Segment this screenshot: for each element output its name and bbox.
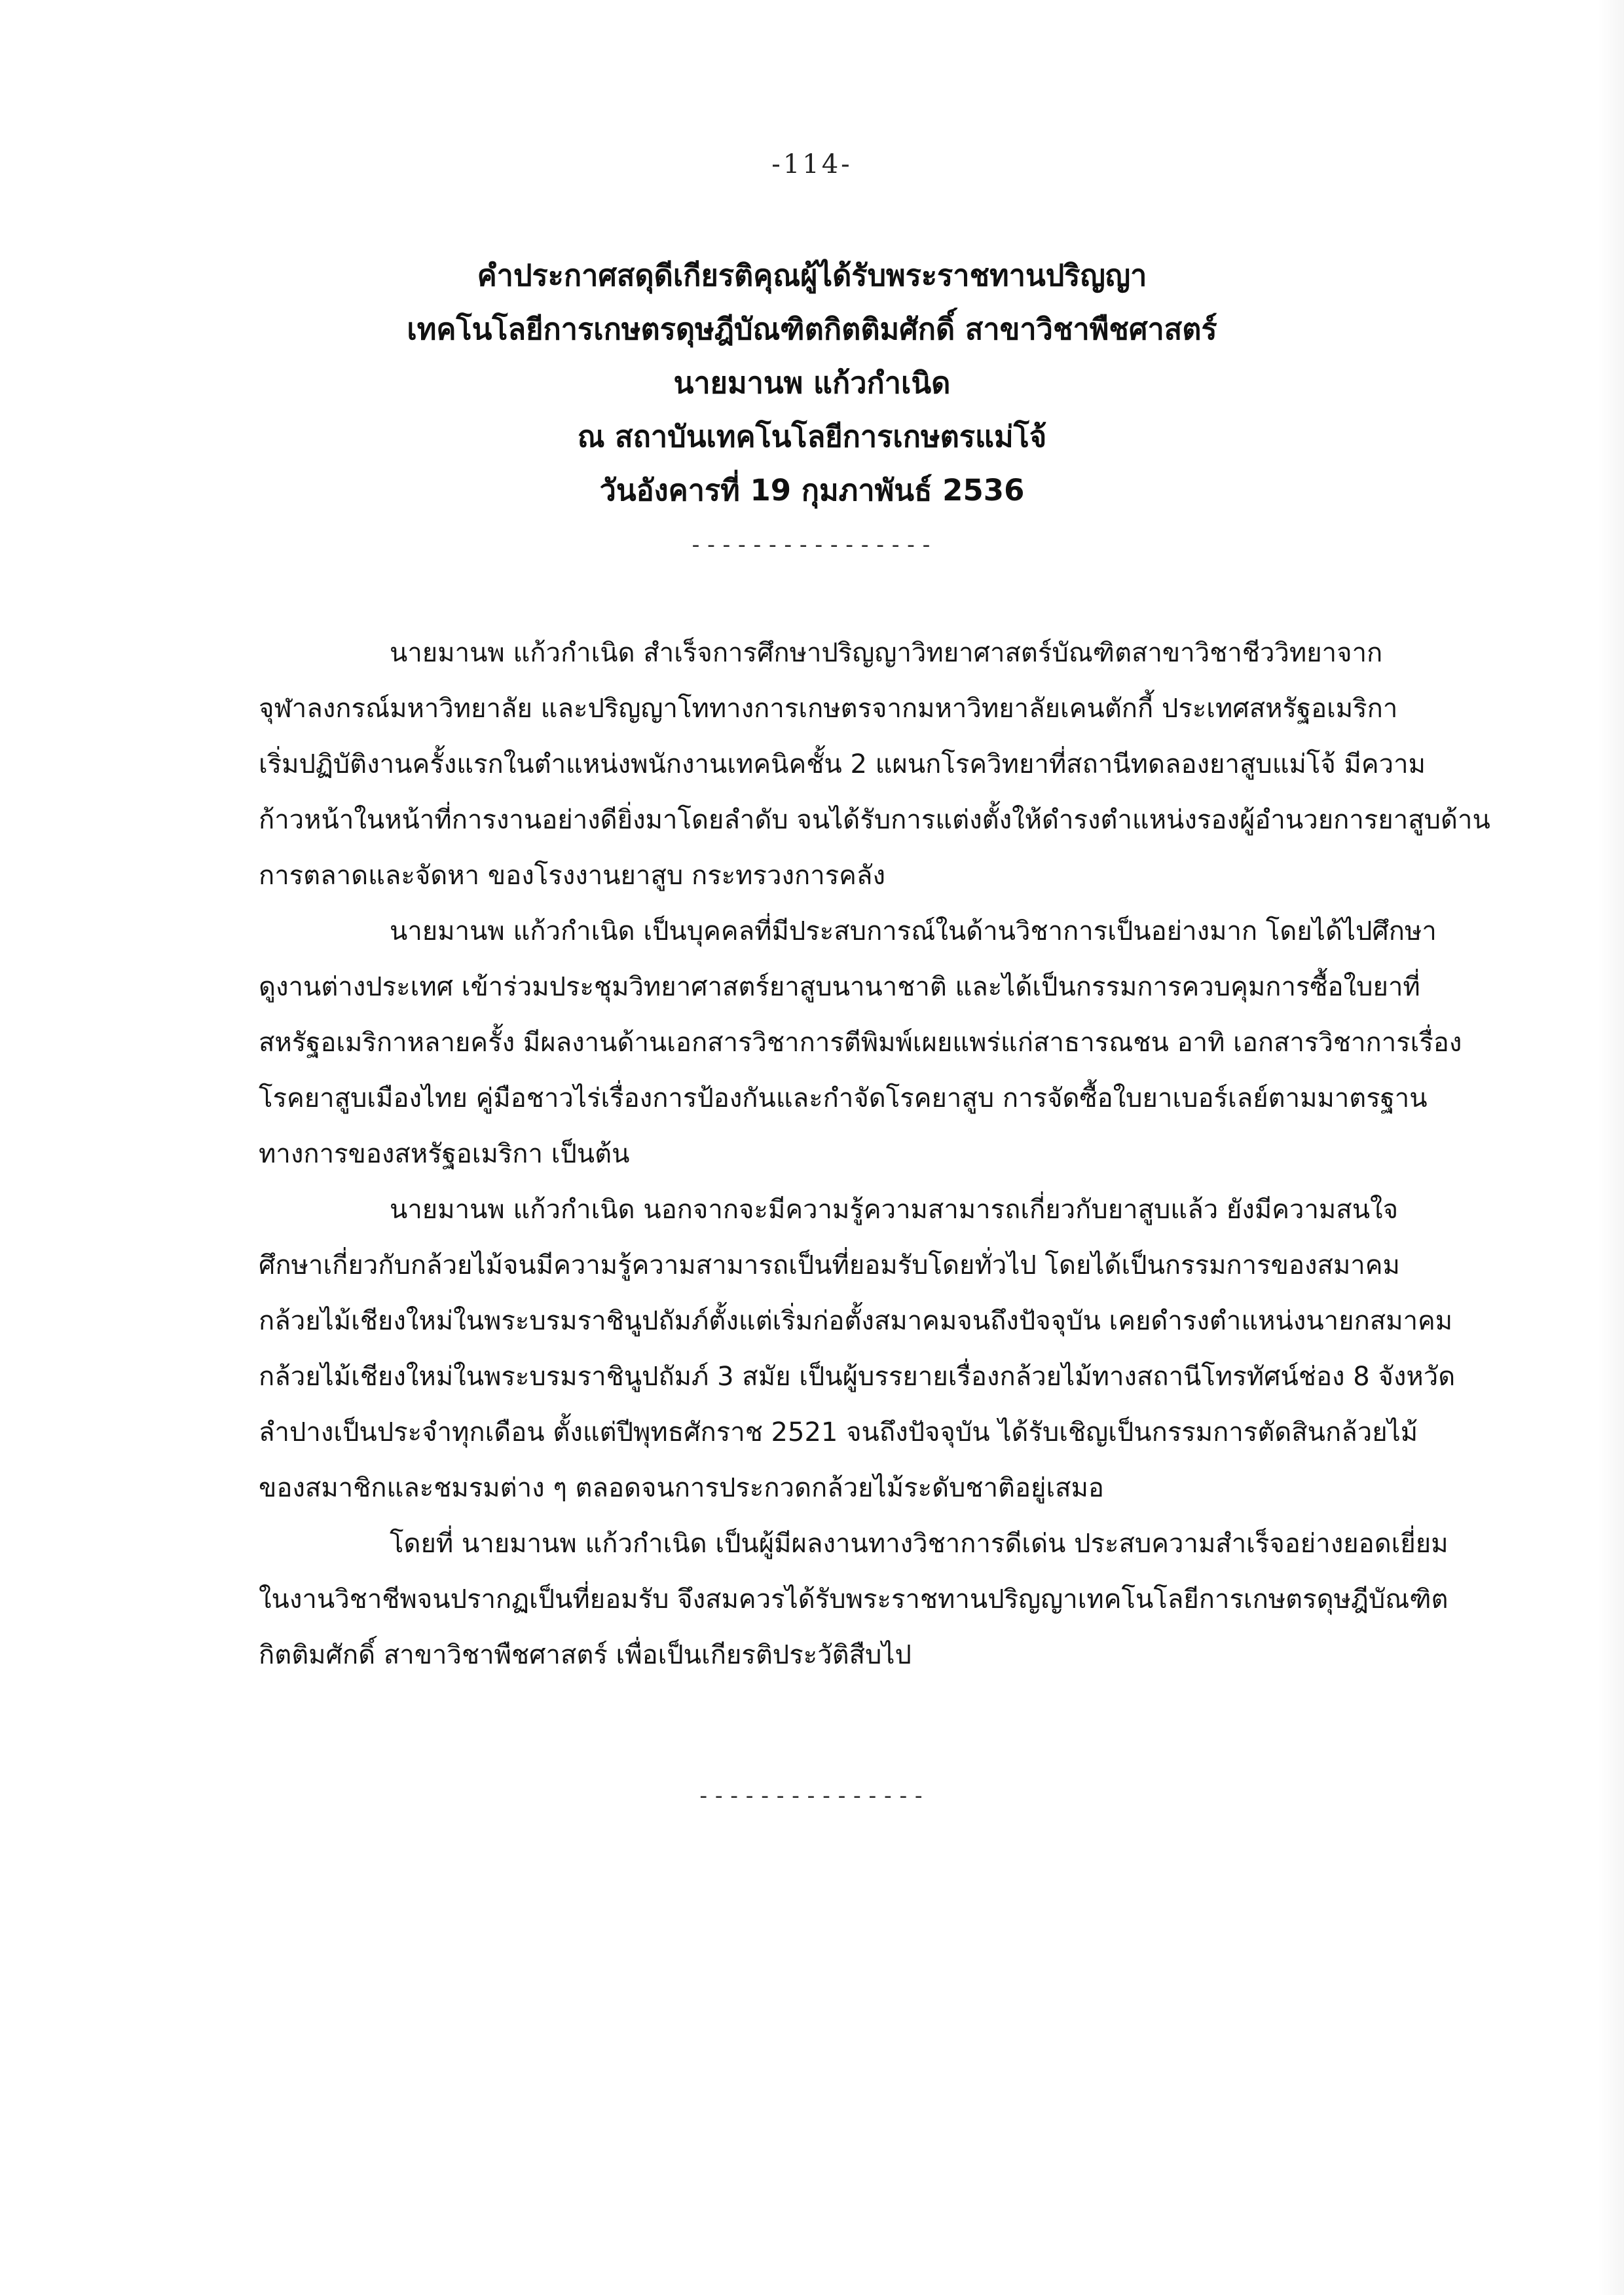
heading-recipient-name: นายมานพ แก้วกำเนิด bbox=[673, 365, 951, 400]
paragraph-line: การตลาดและจัดหา ของโรงงานยาสูบ กระทรวงการคลัง bbox=[259, 861, 885, 891]
citation-body bbox=[259, 625, 1490, 1683]
paragraph-education bbox=[259, 625, 1490, 904]
paragraph-line: โรคยาสูบเมืองไทย คู่มือชาวไร่เรื่องการป้องกันและกำจัดโรคยาสูบ การจัดซื้อใบยาเบอร์เลย์ตามมาตรฐาน bbox=[259, 1083, 1428, 1113]
heading-date: วันอังคารที่ 19 กุมภาพันธ์ 2536 bbox=[599, 473, 1025, 508]
paragraph-line: ศึกษาเกี่ยวกับกล้วยไม้จนมีความรู้ความสามารถเป็นที่ยอมรับโดยทั่วไป โดยได้เป็นกรรมการของสมาคม bbox=[259, 1250, 1400, 1280]
paragraph-line: ของสมาชิกและชมรมต่าง ๆ ตลอดจนการประกวดกล้วยไม้ระดับชาติอยู่เสมอ bbox=[259, 1473, 1104, 1503]
paragraph-orchid-work bbox=[259, 1182, 1456, 1516]
paragraph-line: นายมานพ แก้วกำเนิด เป็นบุคคลที่มีประสบการณ์ในด้านวิชาการเป็นอย่างมาก โดยได้ไปศึกษา bbox=[390, 916, 1437, 946]
document-heading bbox=[0, 249, 1624, 517]
heading-title-line: คำประกาศสดุดีเกียรติคุณผู้ได้รับพระราชทานปริญญา bbox=[477, 258, 1147, 293]
page-number: -114- bbox=[771, 149, 853, 179]
paragraph-line: กิตติมศักดิ์ สาขาวิชาพืชศาสตร์ เพื่อเป็นเกียรติประวัติสืบไป bbox=[259, 1640, 912, 1670]
heading-degree-line: เทคโนโลยีการเกษตรดุษฎีบัณฑิตกิตติมศักดิ์ สาขาวิชาพืชศาสตร์ bbox=[407, 312, 1217, 346]
paragraph-line: นายมานพ แก้วกำเนิด นอกจากจะมีความรู้ความสามารถเกี่ยวกับยาสูบแล้ว ยังมีความสนใจ bbox=[390, 1195, 1398, 1225]
paragraph-line: เริ่มปฏิบัติงานครั้งแรกในตำแหน่งพนักงานเทคนิคชั้น 2 แผนกโรควิทยาที่สถานีทดลองยาสูบแม่โจ้ มีความ bbox=[259, 749, 1426, 779]
paragraph-line: ลำปางเป็นประจำทุกเดือน ตั้งแต่ปีพุทธศักราช 2521 จนถึงปัจจุบัน ได้รับเชิญเป็นกรรมการตัดสินกล้วยไม้ bbox=[259, 1417, 1418, 1447]
heading-institution: ณ สถาบันเทคโนโลยีการเกษตรแม่โจ้ bbox=[577, 419, 1047, 454]
end-divider: --------------- bbox=[696, 1783, 928, 1809]
paragraph-line: สหรัฐอเมริกาหลายครั้ง มีผลงานด้านเอกสารวิชาการตีพิมพ์เผยแพร่แก่สาธารณชน อาทิ เอกสารวิชาการเรื่อง bbox=[259, 1028, 1462, 1058]
paragraph-experience bbox=[259, 904, 1462, 1182]
paragraph-line: จุฬาลงกรณ์มหาวิทยาลัย และปริญญาโททางการเกษตรจากมหาวิทยาลัยเคนตักกี้ ประเทศสหรัฐอเมริกา bbox=[259, 694, 1398, 724]
paragraph-line: ทางการของสหรัฐอเมริกา เป็นต้น bbox=[259, 1139, 630, 1169]
heading-divider: ---------------- bbox=[689, 532, 935, 558]
paragraph-line: กล้วยไม้เชียงใหม่ในพระบรมราชินูปถัมภ์ตั้งแต่เริ่มก่อตั้งสมาคมจนถึงปัจจุบัน เคยดำรงตำแหน่งนายกสมาคม bbox=[259, 1306, 1453, 1336]
paragraph-line: ในงานวิชาชีพจนปรากฏเป็นที่ยอมรับ จึงสมควรได้รับพระราชทานปริญญาเทคโนโลยีการเกษตรดุษฎีบัณฑิต bbox=[259, 1584, 1449, 1614]
paragraph-line: ดูงานต่างประเทศ เข้าร่วมประชุมวิทยาศาสตร์ยาสูบนานาชาติ และได้เป็นกรรมการควบคุมการซื้อใบยาที่ bbox=[259, 972, 1420, 1002]
paragraph-line: ก้าวหน้าในหน้าที่การงานอย่างดียิ่งมาโดยลำดับ จนได้รับการแต่งตั้งให้ดำรงตำแหน่งรองผู้อำนวยการยาสูบด้าน bbox=[259, 805, 1490, 835]
paragraph-line: นายมานพ แก้วกำเนิด สำเร็จการศึกษาปริญญาวิทยาศาสตร์บัณฑิตสาขาวิชาชีววิทยาจาก bbox=[390, 638, 1383, 668]
paragraph-line: กล้วยไม้เชียงใหม่ในพระบรมราชินูปถัมภ์ 3 สมัย เป็นผู้บรรยายเรื่องกล้วยไม้ทางสถานีโทรทัศน์ช่อง 8 จังหวัด bbox=[259, 1362, 1456, 1392]
paragraph-conclusion bbox=[259, 1516, 1449, 1683]
paragraph-line: โดยที่ นายมานพ แก้วกำเนิด เป็นผู้มีผลงานทางวิชาการดีเด่น ประสบความสำเร็จอย่างยอดเยี่ยม bbox=[390, 1529, 1449, 1559]
scan-edge-shadow bbox=[1598, 0, 1624, 2295]
